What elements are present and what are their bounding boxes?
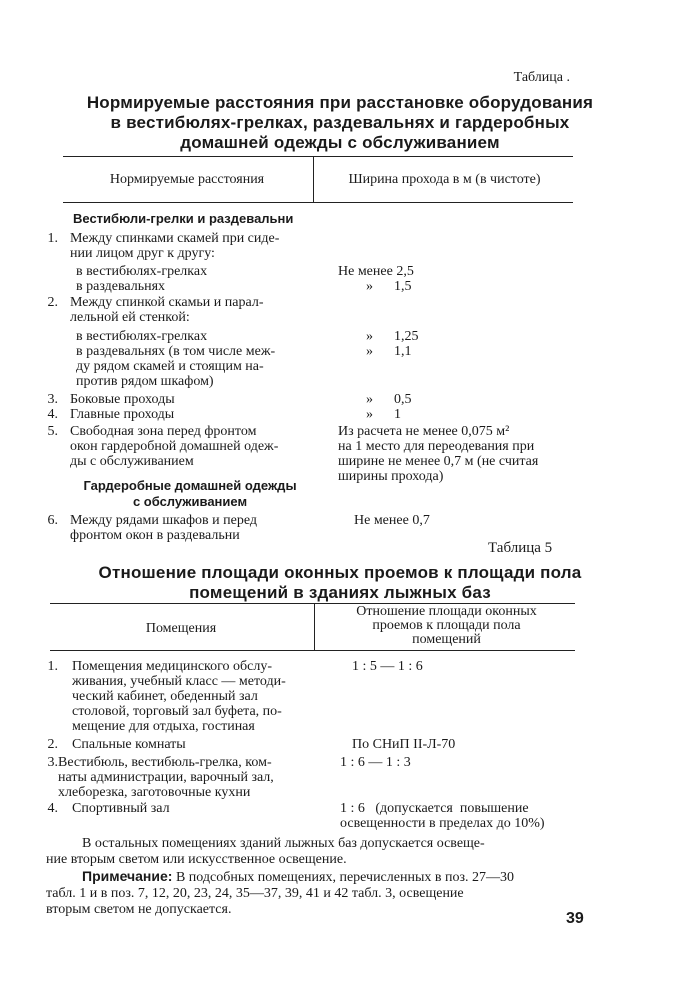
row-value: Не менее 0,7 <box>354 513 430 528</box>
column-header-width: Ширина прохода в м (в чистоте) <box>348 172 541 187</box>
row-text: Между рядами шкафов и перед фронтом окон в раздевальни <box>70 513 258 543</box>
column-header-distances: Нормируемые расстояния <box>109 172 265 187</box>
row-number: 5. <box>47 424 58 439</box>
note-label: Примечание: <box>82 868 173 884</box>
row-value: Из расчета не менее 0,075 м² на 1 место для переодевания при ширине не менее 0,7 м (не считая ширины прохода) <box>338 424 539 484</box>
note-text: В подсобных помещениях, перечисленных в поз. 27—30 табл. 1 и в поз. 7, 12, 20, 23, 24, 35—37, 39, 41 и 42 табл. 3, освещение вторым светом не допускается. <box>46 870 514 917</box>
column-header-ratio: Отношение площади оконных проемов к площади пола помещений <box>356 604 537 647</box>
row-text: Между спинками скамей при сиде- нии лицом друг к другу: <box>70 231 280 261</box>
row-text: Главные проходы <box>70 407 175 422</box>
table-top-rule <box>63 156 573 157</box>
row-text: в вестибюлях-грелках <box>76 264 208 279</box>
section-heading: Вестибюли-грелки и раздевальни <box>73 211 294 226</box>
row-value: 1 : 6 (допускается повышение освещенности в пределах до 10%) <box>340 801 545 831</box>
row-number: 1. <box>47 659 58 674</box>
header-bottom-rule <box>50 650 575 651</box>
row-text: Спортивный зал <box>72 801 170 816</box>
row-value: » 1,5 <box>366 279 412 294</box>
section-heading: Гардеробные домашней одежды с обслуживанием <box>83 478 297 509</box>
table-caption: Таблица 5 <box>488 540 553 556</box>
row-text: в раздевальнях (в том числе меж- ду рядом скамей и стоящим на- против рядом шкафом) <box>76 344 276 389</box>
row-value: 1 : 6 — 1 : 3 <box>340 755 411 770</box>
row-number: 3. <box>47 392 58 407</box>
row-value: » 1,25 <box>366 329 419 344</box>
note <box>46 868 646 918</box>
row-text: Между спинкой скамьи и парал- лельной ей стенкой: <box>70 295 264 325</box>
row-text: Спальные комнаты <box>72 737 186 752</box>
row-value: 1 : 5 — 1 : 6 <box>352 659 423 674</box>
row-value: » 0,5 <box>366 392 412 407</box>
row-number: 2. <box>47 737 58 752</box>
column-divider <box>314 604 315 650</box>
row-number: 4. <box>47 801 58 816</box>
header-bottom-rule <box>63 202 573 203</box>
column-header-rooms: Помещения <box>145 621 217 636</box>
table-title: Нормируемые расстояния при расстановке оборудования в вестибюлях-грелках, раздевальнях и гардеробных домашней одежды с обслуживанием <box>86 93 594 152</box>
page-number: 39 <box>566 910 584 927</box>
row-value: » 1 <box>366 407 401 422</box>
row-text: Вестибюль, вестибюль-грелка, ком- наты администрации, варочный зал, хлеборезка, заготовочные кухни <box>58 755 274 800</box>
row-number: 4. <box>47 407 58 422</box>
column-divider <box>313 157 314 203</box>
table-title: Отношение площади оконных проемов к площади пола помещений в зданиях лыжных баз <box>98 563 582 602</box>
row-text: в раздевальнях <box>76 279 166 294</box>
row-value: По СНиП II-Л-70 <box>352 737 456 752</box>
table-caption: Таблица . <box>513 70 570 85</box>
row-value: Не менее 2,5 <box>338 264 414 279</box>
row-value: » 1,1 <box>366 344 412 359</box>
row-text: Помещения медицинского обслу- живания, учебный класс — методи- ческий кабинет, обеденный зал столовой, торговый зал буфета, по- мещение для отдыха, гостиная <box>72 659 286 734</box>
row-text: Боковые проходы <box>70 392 175 407</box>
row-number: 1. <box>47 231 58 246</box>
body-paragraph: В остальных помещениях зданий лыжных баз допускается освеще- ние вторым светом или искусственное освещение. <box>46 836 485 867</box>
row-number: 3. <box>47 755 58 770</box>
row-text: Свободная зона перед фронтом окон гардеробной домашней одеж- ды с обслуживанием <box>70 424 279 469</box>
row-number: 6. <box>47 513 58 528</box>
row-text: в вестибюлях-грелках <box>76 329 208 344</box>
row-number: 2. <box>47 295 58 310</box>
